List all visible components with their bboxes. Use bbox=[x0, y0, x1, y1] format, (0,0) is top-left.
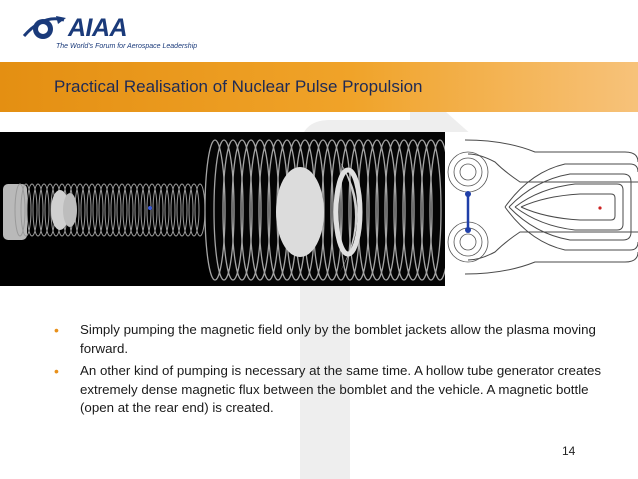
bullet-item bbox=[54, 362, 614, 418]
coil-loop bbox=[177, 184, 187, 236]
coil-loop bbox=[87, 184, 97, 236]
coil-loop bbox=[27, 184, 37, 236]
magnetic-coil-tube-small bbox=[3, 184, 205, 240]
aiaa-logo bbox=[20, 12, 198, 52]
coil-loop bbox=[81, 184, 91, 236]
magnetic-field-lines bbox=[445, 132, 638, 286]
aiaa-emblem-icon bbox=[20, 12, 66, 44]
field-lines-panel bbox=[445, 132, 638, 286]
coil-loop bbox=[183, 184, 193, 236]
coil-loop bbox=[165, 184, 175, 236]
coil-loop bbox=[123, 184, 133, 236]
coil-loop bbox=[159, 184, 169, 236]
coil-loop bbox=[129, 184, 139, 236]
logo-wordmark: AIAA bbox=[68, 14, 128, 42]
coil-loop bbox=[93, 184, 103, 236]
coil-loop bbox=[141, 184, 151, 236]
bullet-list bbox=[54, 321, 614, 422]
logo-tagline: The World's Forum for Aerospace Leadership bbox=[56, 43, 198, 50]
coil-loop bbox=[171, 184, 181, 236]
bullet-dot-icon: • bbox=[54, 363, 59, 379]
coil-images-panel bbox=[0, 132, 445, 286]
coil-loop bbox=[189, 184, 199, 236]
magnetic-coil-tube-large bbox=[205, 132, 445, 286]
coil-loop bbox=[99, 184, 109, 236]
coil-loop bbox=[111, 184, 121, 236]
coil-loop bbox=[39, 184, 49, 236]
bullet-dot-icon: • bbox=[54, 322, 59, 338]
page-number: 14 bbox=[562, 444, 576, 458]
title-bar bbox=[0, 62, 638, 112]
bullet-text: An other kind of pumping is necessary at the same time. A hollow tube generator creates extremely dense magnetic flux between the bomblet and the vehicle. A magnetic bottle (open at the rear end) is created. bbox=[80, 363, 602, 415]
coil-loop bbox=[153, 184, 163, 236]
coil-loop bbox=[117, 184, 127, 236]
bullet-text: Simply pumping the magnetic field only by the bomblet jackets allow the plasma moving forward. bbox=[80, 322, 596, 356]
coil-illustrations bbox=[0, 132, 445, 286]
coil-loop bbox=[147, 184, 157, 236]
coil-loop bbox=[195, 184, 205, 236]
bullet-item bbox=[54, 321, 614, 358]
coil-loop bbox=[33, 184, 43, 236]
coil-loop bbox=[135, 184, 145, 236]
coil-loop bbox=[105, 184, 115, 236]
slide-title: Practical Realisation of Nuclear Pulse Propulsion bbox=[54, 77, 423, 96]
